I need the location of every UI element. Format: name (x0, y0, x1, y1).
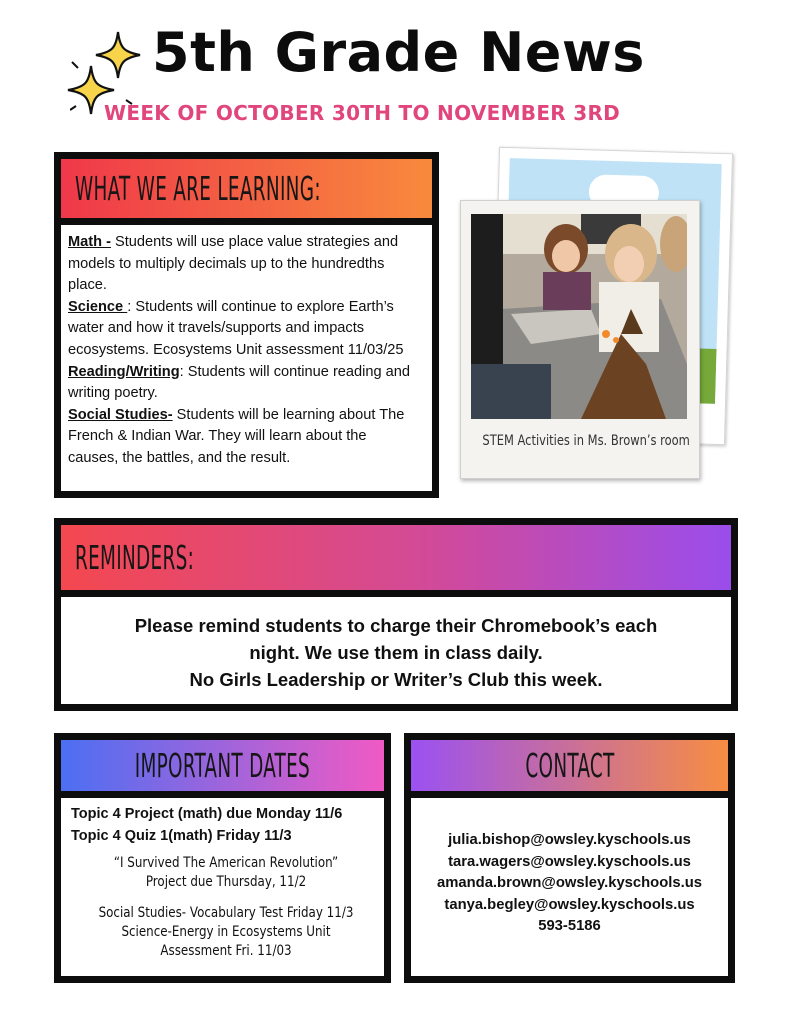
date-item: Social Studies- Vocabulary Test Friday 11/3 (98, 905, 354, 921)
dates-heading: IMPORTANT DATES (134, 746, 311, 785)
classroom-scene-illustration (471, 214, 687, 419)
learning-content (68, 232, 414, 470)
learning-header-band (61, 159, 432, 225)
contact-email[interactable]: tara.wagers@owsley.kyschools.us (448, 853, 691, 870)
reminders-heading: REMINDERS: (75, 538, 195, 577)
date-item: “I Survived The American Revolution” Project due Thursday, 11/2 (113, 855, 339, 890)
contact-phone: 593-5186 (538, 918, 601, 934)
learning-panel (54, 152, 439, 498)
contact-heading: CONTACT (524, 746, 615, 785)
reminder-line: No Girls Leadership or Writer’s Club this week. (189, 669, 603, 690)
reminders-panel (54, 518, 738, 711)
item-text: : Students will continue to explore Earth’s water and how it travels/supports and impacts ecosystems. Ecosystems Unit assessment 11/03/25 (68, 298, 404, 358)
item-label: Math - (68, 234, 111, 250)
item-label: Science (68, 298, 128, 315)
reminder-line: night. We use them in class daily. (249, 642, 543, 663)
contact-panel (404, 733, 735, 983)
item-text: Students will use place value strategies and models to multiply decimals up to the hundredths place. (68, 234, 399, 294)
date-item: Topic 4 Project (math) due Monday 11/6 (71, 806, 343, 822)
learning-item-social-studies (68, 405, 414, 470)
reminders-header-band (61, 525, 731, 597)
contact-header-band (411, 740, 728, 798)
date-item: Science-Energy in Ecosystems Unit Assessment Fri. 11/03 (121, 924, 331, 959)
stem-activity-photo (471, 214, 687, 419)
contact-email[interactable]: julia.bishop@owsley.kyschools.us (448, 832, 691, 848)
page-title: 5th Grade News (152, 21, 645, 84)
page-subtitle: WEEK OF OCTOBER 30TH TO NOVEMBER 3RD (104, 101, 621, 125)
dates-content (71, 803, 381, 961)
contact-content (411, 830, 728, 938)
item-text: Students will be learning about The French & Indian War. They will learn about the causes, the battles, and the result. (68, 406, 405, 466)
learning-heading: WHAT WE ARE LEARNING: (75, 169, 321, 208)
reminders-content (61, 612, 731, 693)
date-item: Topic 4 Quiz 1(math) Friday 11/3 (71, 828, 292, 844)
learning-item-math (68, 232, 414, 297)
reminder-line: Please remind students to charge their Chromebook’s each (134, 615, 658, 636)
contact-email[interactable]: tanya.begley@owsley.kyschools.us (444, 896, 695, 913)
learning-item-science (68, 297, 414, 362)
contact-email[interactable]: amanda.brown@owsley.kyschools.us (437, 875, 702, 891)
stem-polaroid-photo (460, 200, 700, 479)
important-dates-panel (54, 733, 391, 983)
item-text: : Students will continue reading and writing poetry. (68, 363, 411, 402)
item-label: Reading/Writing (68, 363, 180, 380)
dates-header-band (61, 740, 384, 798)
learning-item-reading (68, 362, 414, 405)
photo-caption: STEM Activities in Ms. Brown’s room (482, 433, 690, 449)
item-label: Social Studies- (68, 406, 173, 423)
